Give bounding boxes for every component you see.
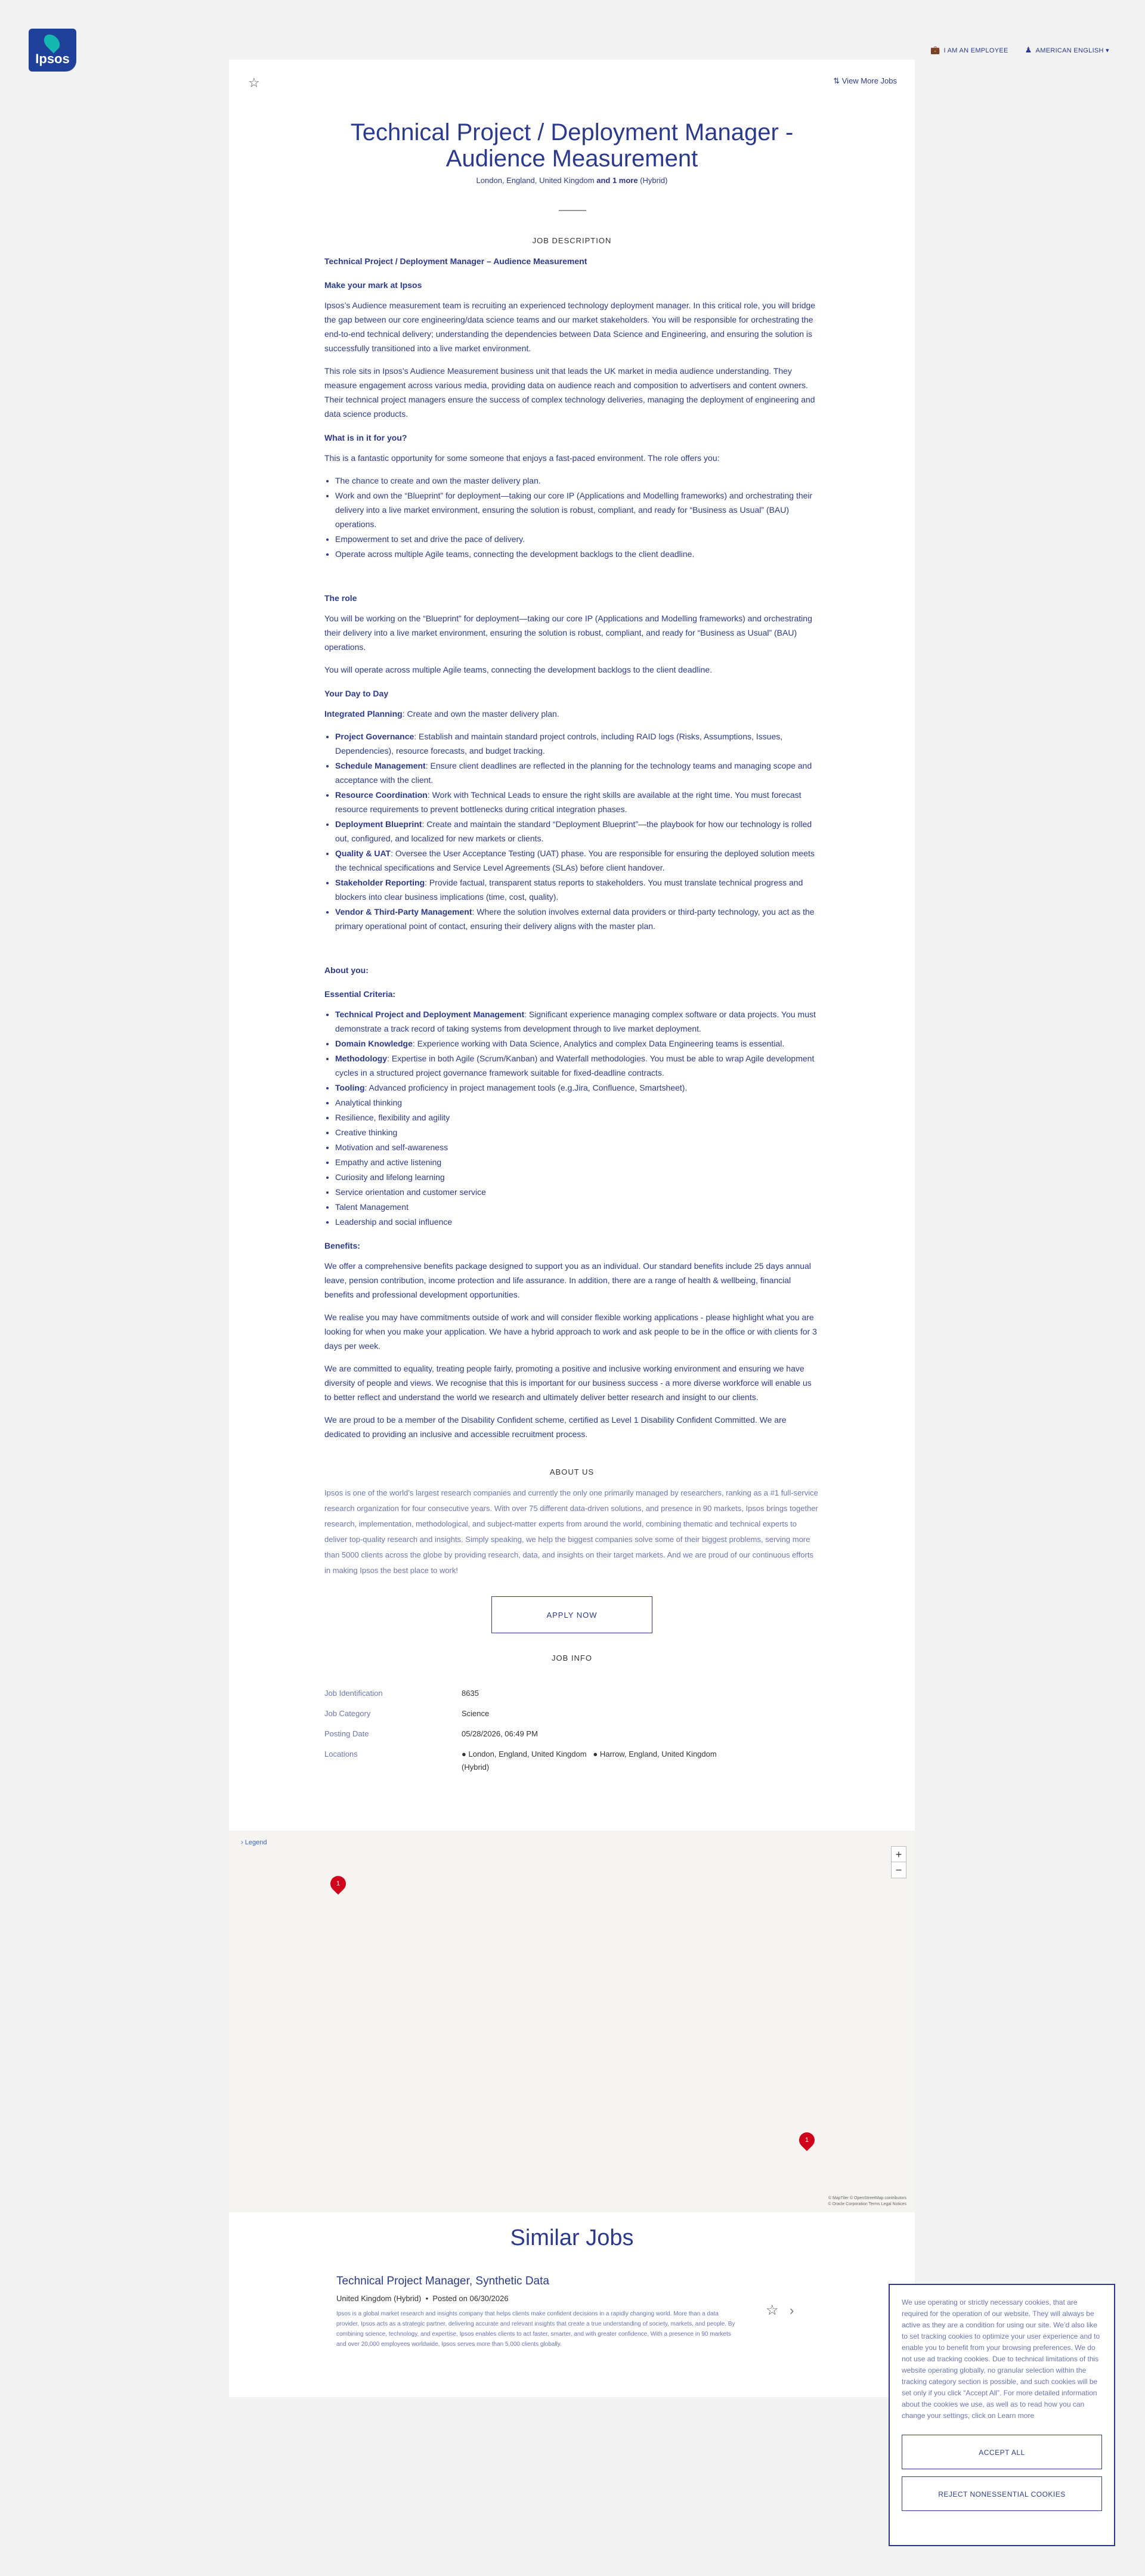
duty-text: : Where the solution involves external data providers or third-party technology, you act as the primary operational point of contact, ensuring their delivery aligns with the master plan. xyxy=(335,907,815,931)
duty-text: : Provide factual, transparent status reports to stakeholders. You must translate technical progress and blockers into clear business implications (time, cost, quality). xyxy=(335,878,803,902)
desc-heading-title: Technical Project / Deployment Manager – Audience Measurement xyxy=(324,256,587,266)
map-marker[interactable] xyxy=(796,2129,818,2151)
employee-link[interactable] xyxy=(930,45,1008,55)
job-info-label: JOB INFO xyxy=(552,1654,592,1662)
location-link-2[interactable]: Harrow, England, United Kingdom xyxy=(599,1750,717,1758)
duty-label: Project Governance xyxy=(335,732,414,741)
info-value: 8635 xyxy=(462,1689,479,1698)
map-attribution xyxy=(828,2196,906,2207)
criteria-label: Technical Project and Deployment Management xyxy=(335,1010,525,1019)
list-item xyxy=(335,875,819,904)
briefcase-icon: 💼 xyxy=(930,45,940,54)
role-heading: The role xyxy=(324,593,357,603)
day-heading: Your Day to Day xyxy=(324,689,389,698)
list-item: • Curiosity and lifelong learning xyxy=(335,1170,819,1184)
info-key: Locations xyxy=(324,1750,358,1758)
duty-label: Schedule Management xyxy=(335,761,426,770)
duty-text: : Establish and maintain standard project controls, including RAID logs (Risks, Assumptions, Issues, Dependencies), resource forecasts, and budget tracking. xyxy=(335,732,783,756)
list-item: • Resilience, flexibility and agility xyxy=(335,1110,819,1125)
job-description-label: JOB DESCRIPTION xyxy=(532,236,612,245)
list-item xyxy=(335,1007,819,1036)
user-icon: ♟ xyxy=(1025,45,1032,54)
attribution-line: © Oracle Corporation Terms Legal Notices xyxy=(828,2202,906,2206)
duties-list xyxy=(335,729,819,933)
title-divider xyxy=(559,210,586,211)
map-legend-toggle[interactable] xyxy=(241,1839,267,1846)
role-paragraph-2: You will operate across multiple Agile teams, connecting the development backlogs to the client deadline. xyxy=(324,665,713,674)
chevron-down-icon: ▾ xyxy=(1106,47,1109,54)
info-value: 05/28/2026, 06:49 PM xyxy=(462,1729,538,1738)
chevron-right-icon[interactable]: › xyxy=(790,2303,794,2318)
map-marker[interactable] xyxy=(327,1873,349,1895)
list-item xyxy=(335,846,819,875)
list-item xyxy=(335,1036,819,1051)
similar-job-title[interactable]: Technical Project Manager, Synthetic Data xyxy=(336,2275,549,2287)
info-row-date xyxy=(324,1727,819,1741)
duty-text: : Oversee the User Acceptance Testing (UAT) phase. You are responsible for ensuring the deployed solution meets the technical specifications and Service Level Agreements (SLAs) before client handover. xyxy=(335,849,815,872)
similar-jobs-heading: Similar Jobs xyxy=(510,2225,634,2250)
similar-job-location: United Kingdom (Hybrid) xyxy=(336,2294,422,2303)
zoom-in-button[interactable]: + xyxy=(892,1847,906,1862)
list-item: • Operate across multiple Agile teams, connecting the development backlogs to the client deadline. xyxy=(335,547,819,561)
info-row-category xyxy=(324,1707,819,1720)
list-item xyxy=(335,905,819,933)
top-navigation xyxy=(930,45,1109,55)
location-primary: London, England, United Kingdom xyxy=(476,176,595,185)
integrated-label: Integrated Planning xyxy=(324,709,403,719)
language-selector[interactable] xyxy=(1025,45,1109,55)
integrated-text: : Create and own the master delivery plan. xyxy=(402,709,559,719)
location-suffix: (Hybrid) xyxy=(640,176,668,185)
about-you-heading: About you: xyxy=(324,965,369,975)
ipsos-logo[interactable] xyxy=(29,29,76,72)
list-item: • Motivation and self-awareness xyxy=(335,1140,819,1154)
offers-list xyxy=(335,473,819,561)
criteria-label: Methodology xyxy=(335,1054,388,1063)
locations-value xyxy=(462,1748,819,1774)
role-paragraph-1: You will be working on the “Blueprint” for deployment—taking our core IP (Applications and Modelling frameworks) and orchestrating their delivery into a live market environment, ensuring the solution is robust, compliant, and ready for “Business as Usual” (BAU) operations. xyxy=(324,614,812,652)
list-item xyxy=(335,817,819,846)
job-location xyxy=(229,176,915,185)
about-us-text: Ipsos is one of the world’s largest research companies and currently the only one primarily managed by researchers, ranking as a #1 full-service research organization for four consecutive years. With over 75 different data-driven solutions, and presence in 90 markets, Ipsos brings together research, implementation, methodological, and subject-matter experts from around the world, combining thematic and technical experts to deliver top-quality research and insights. Simply speaking, we help the biggest companies solve some of their biggest problems, serving more than 5000 clients across the globe by providing research, data, and insights on their target markets. And we are proud of our continuous efforts in making Ipsos the best place to work! xyxy=(324,1488,818,1575)
logo-text: Ipsos xyxy=(35,51,70,66)
logo-drop-icon xyxy=(41,32,63,54)
zoom-out-button[interactable]: − xyxy=(895,1864,902,1876)
integrated-planning xyxy=(324,707,819,721)
desc-paragraph-1: Ipsos’s Audience measurement team is recruiting an experienced technology deployment manager. In this critical role, you will bridge the gap between our core engineering/data science teams and our market stakeholders. You will be responsible for orchestrating the end-to-end technical delivery; understanding the dependencies between Data Science and Engineering, and ensuring the solution is successfully transitioned into a live market environment. xyxy=(324,301,816,353)
desc-heading-offer: What is in it for you? xyxy=(324,433,407,442)
similar-jobs-section xyxy=(229,2212,915,2397)
job-details xyxy=(229,60,915,1849)
list-item: • Service orientation and customer service xyxy=(335,1185,819,1199)
duty-label: Resource Coordination xyxy=(335,790,428,800)
about-us-label: ABOUT US xyxy=(549,1467,595,1476)
apply-wrap xyxy=(324,1596,819,1633)
criteria-text: : Expertise in both Agile (Scrum/Kanban) and Waterfall methodologies. You must be able to wrap Agile development cycles in a structured project governance framework suitable for fixed-deadline contracts. xyxy=(335,1054,815,1078)
info-value: Science xyxy=(462,1709,490,1718)
duty-text: : Ensure client deadlines are reflected in the planning for the technology teams and managing scope and acceptance with the client. xyxy=(335,761,812,785)
benefits-paragraph-2: We realise you may have commitments outside of work and will consider flexible working applications - please highlight what you are looking for when you make your application. We have a hybrid approach to work and ask people to be in the office or with clients for 3 days per week. xyxy=(324,1312,817,1351)
list-item: • Work and own the “Blueprint” for deployment—taking our core IP (Applications and Modelling frameworks) and orchestrating their delivery into a live market environment, ensuring the solution is robust, compliant, and ready for “Business as Usual” (BAU) operations. xyxy=(335,488,819,531)
accept-all-button[interactable]: ACCEPT ALL xyxy=(902,2435,1102,2469)
duty-label: Deployment Blueprint xyxy=(335,819,422,829)
benefits-paragraph-3: We are committed to equality, treating people fairly, promoting a positive and inclusive working environment and ensuring we have diversity of people and views. We recognise that this is important for our business success - a more diverse workforce will enable us to better reflect and understand the world we research and ultimately deliver better research and insight to our clients. xyxy=(324,1364,812,1402)
criteria-text: : Experience working with Data Science, Analytics and complex Data Engineering teams is essential. xyxy=(412,1039,785,1048)
desc-paragraph-3: This is a fantastic opportunity for some someone that enjoys a fast-paced environment. The role offers you: xyxy=(324,453,720,463)
list-item: • Analytical thinking xyxy=(335,1095,819,1110)
marker-count: 1 xyxy=(804,2137,809,2144)
similar-job-meta: United Kingdom (Hybrid) • Posted on 06/30/2026 xyxy=(336,2294,509,2303)
language-label: AMERICAN ENGLISH xyxy=(1035,47,1104,54)
criteria-list xyxy=(335,1007,819,1229)
duty-text: : Work with Technical Leads to ensure the right skills are available at the right time. You must forecast resource requirements to prevent bottlenecks during critical integration phases. xyxy=(335,790,802,814)
attribution-line: © MapTiler © OpenStreetMap contributors xyxy=(828,2196,906,2200)
locations-suffix: (Hybrid) xyxy=(462,1763,490,1772)
desc-heading-mark: Make your mark at Ipsos xyxy=(324,280,422,290)
reject-cookies-button[interactable]: REJECT NONESSENTIAL COOKIES xyxy=(902,2476,1102,2511)
cookie-banner xyxy=(889,2284,1115,2546)
list-item xyxy=(335,1051,819,1080)
essential-heading: Essential Criteria: xyxy=(324,989,396,999)
list-item xyxy=(335,788,819,816)
info-row-id xyxy=(324,1687,819,1700)
duty-text: : Create and maintain the standard “Deployment Blueprint”—the playbook for how our technology is rolled out, configured, and localized for new markets or clients. xyxy=(335,819,812,843)
similar-job-description: Ipsos is a global market research and insights company that helps clients make confident decisions in a rapidly changing world. More than a data provider, Ipsos acts as a strategic partner, delivering accurate and relevant insights that create a true understanding of society, markets, and people. By combining science, technology, and expertise, Ipsos enables clients to act faster, smarter, and with greater confidence. With a presence in 90 markets and over 20,000 employees worldwide, Ipsos serves more than 5,000 clients globally. xyxy=(336,2311,735,2348)
info-key: Posting Date xyxy=(324,1729,369,1738)
duty-label: Quality & UAT xyxy=(335,849,391,858)
list-item: • Empathy and active listening xyxy=(335,1155,819,1169)
list-item: • Leadership and social influence xyxy=(335,1215,819,1229)
list-item xyxy=(335,758,819,787)
criteria-text: : Significant experience managing complex software or data projects. You must demonstrate a track record of taking systems from development through to live market deployment. xyxy=(335,1010,816,1033)
job-card xyxy=(229,60,915,1849)
apply-now-button[interactable]: APPLY NOW xyxy=(491,1596,652,1633)
list-item: • The chance to create and own the master delivery plan. xyxy=(335,473,819,488)
employee-label: I AM AN EMPLOYEE xyxy=(943,47,1008,54)
similar-job-posted: Posted on 06/30/2026 xyxy=(432,2294,509,2303)
list-item: • Empowerment to set and drive the pace of delivery. xyxy=(335,532,819,546)
location-link-1[interactable]: London, England, United Kingdom xyxy=(468,1750,587,1758)
favorite-star-icon[interactable]: ☆ xyxy=(248,75,260,90)
jobs-count-icon: ⇅ xyxy=(833,76,840,85)
info-key: Job Identification xyxy=(324,1689,383,1698)
marker-count: 1 xyxy=(336,1880,341,1887)
info-row-locations xyxy=(324,1748,819,1774)
job-title: Technical Project / Deployment Manager - Audience Measurement xyxy=(350,119,794,172)
list-item: • Creative thinking xyxy=(335,1125,819,1140)
criteria-label: Domain Knowledge xyxy=(335,1039,413,1048)
benefits-paragraph-1: We offer a comprehensive benefits package designed to support you as an individual. Our standard benefits include 25 days annual leave, pension contribution, income protection and life assurance. In addition, there are a range of health & wellbeing, financial benefits and professional development opportunities. xyxy=(324,1261,811,1299)
similar-job-item[interactable] xyxy=(336,2275,742,2349)
desc-paragraph-2: This role sits in Ipsos’s Audience Measurement business unit that leads the UK market in media audience understanding. They measure engagement across various media, providing data on audience reach and composition to advertisers and content owners. Their technical project managers ensure the success of complex technology deliveries, managing the deployment of engineering and data science products. xyxy=(324,366,815,419)
info-key: Job Category xyxy=(324,1709,371,1718)
map-pin-icon: ● xyxy=(593,1750,598,1758)
list-item xyxy=(335,1080,819,1095)
benefits-heading: Benefits: xyxy=(324,1241,360,1250)
chevron-right-icon: › xyxy=(241,1839,243,1846)
duty-label: Vendor & Third-Party Management xyxy=(335,907,472,917)
criteria-label: Tooling xyxy=(335,1083,365,1092)
legend-label: Legend xyxy=(245,1839,267,1846)
list-item: • Talent Management xyxy=(335,1200,819,1214)
favorite-star-icon[interactable]: ☆ xyxy=(766,2302,779,2318)
cookie-text: We use operating or strictly necessary cookies, that are required for the operation of our website. They will always be active as they are a condition for using our site. We’d also like to set tracking cookies to optimize your user experience and to enable you to benefit from your browsing preferences. We do not use ad tracking cookies. Due to technical limitations of this website operating globally, no granular selection within the tracking category section is possible, and such cookies will be set only if you click “Accept All”. For more detailed information about the cookies we use, as well as to read how you can change your settings, click on Learn more xyxy=(902,2298,1100,2420)
map-zoom-controls xyxy=(891,1846,906,1878)
benefits-paragraph-4: We are proud to be a member of the Disability Confident scheme, certified as Level 1 Disability Confident Committed. We are dedicated to providing an inclusive and accessible recruitment process. xyxy=(324,1415,787,1439)
duty-label: Stakeholder Reporting xyxy=(335,878,425,887)
view-more-label: View More Jobs xyxy=(841,76,897,85)
location-more-link[interactable]: and 1 more xyxy=(596,176,638,185)
locations-map[interactable] xyxy=(229,1831,915,2212)
job-description xyxy=(324,234,819,1781)
list-item xyxy=(335,729,819,758)
criteria-text: : Advanced proficiency in project management tools (e.g.Jira, Confluence, Smartsheet). xyxy=(364,1083,688,1092)
view-more-jobs-link[interactable] xyxy=(833,76,897,86)
map-pin-icon: ● xyxy=(462,1750,466,1758)
